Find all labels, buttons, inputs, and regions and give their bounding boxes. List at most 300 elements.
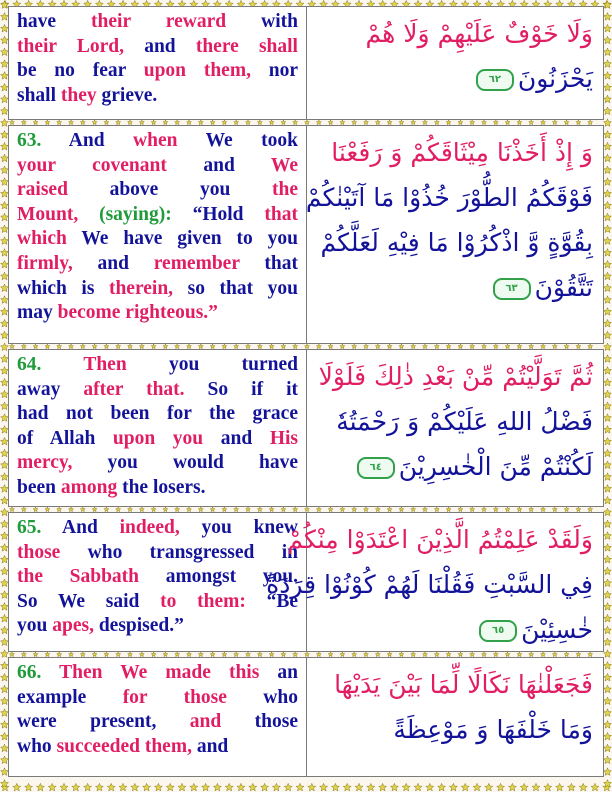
translation-line [17,353,298,378]
text-run: away [17,378,84,400]
star-ornament [92,652,97,657]
star-ornament [505,120,510,125]
star-ornament [340,120,345,125]
arabic-run: تَتَّقُوْنَ [534,273,593,302]
star-ornament [470,344,475,349]
star-ornament [604,249,612,257]
translation-line [17,10,298,35]
star-ornament [604,343,612,351]
star-ornament [154,783,162,791]
translation-line [17,590,298,615]
star-ornament [604,520,612,528]
star-ornament [604,402,612,410]
ayah-number-marker: ٦٤ [357,457,395,479]
star-ornament [414,783,422,791]
text-run: with [226,11,298,32]
star-ornament [175,344,180,349]
star-ornament [119,783,127,791]
star-ornament [604,36,612,44]
star-ornament [84,783,92,791]
star-ornament [541,507,546,512]
text-run: may [17,302,58,324]
text-run: those [17,541,61,563]
star-ornament [316,120,321,125]
star-ornament [604,697,612,705]
star-ornament [508,783,516,791]
translation-line [17,427,298,452]
star-ornament [320,783,328,791]
star-ornament [222,344,227,349]
star-ornament [128,344,133,349]
arabic-run: فَوْقَكُمُ الطُّوْرَ خُذُوْا مَا آتَيْنٰكُمْ [305,183,593,212]
star-ornament [261,783,269,791]
text-run: and [166,154,271,176]
star-ornament [187,652,192,657]
star-ornament [364,344,369,349]
star-ornament [281,344,286,349]
star-ornament [604,414,612,422]
star-ornament [175,120,180,125]
text-run: have [17,11,92,32]
star-ornament [604,72,612,80]
star-ornament [604,95,612,103]
star-ornament [379,783,387,791]
text-run: Mount, [17,203,79,225]
star-ornament [234,507,239,512]
star-ornament [225,783,233,791]
star-ornament [604,190,612,198]
star-ornament [399,344,404,349]
arabic-line [313,354,593,399]
star-ornament [104,507,109,512]
star-ornament [604,119,612,127]
star-ornament [604,496,612,504]
star-ornament [449,783,457,791]
star-ornament [541,344,546,349]
star-ornament [470,507,475,512]
star-ornament [529,507,534,512]
translation-line [17,154,298,179]
star-ornament [470,652,475,657]
star-ornament [187,507,192,512]
star-ornament [163,344,168,349]
star-ornament [33,120,38,125]
translation-line [17,203,298,228]
star-ornament [399,507,404,512]
text-run: We [270,154,298,176]
star-ornament [411,344,416,349]
star-ornament [497,783,505,791]
translation-line [17,451,298,476]
star-ornament [293,652,298,657]
arabic-text [307,658,603,776]
star-ornament [493,120,498,125]
arabic-run: خٰسِئِيْنَ [521,615,593,644]
star-ornament [296,783,304,791]
star-ornament [604,378,612,386]
star-ornament [529,652,534,657]
star-ornament [604,13,612,21]
star-ornament [25,783,33,791]
star-ornament [331,783,339,791]
star-ornament [45,507,50,512]
text-run: their Lord, [17,35,125,57]
text-run: who [226,686,298,708]
star-ornament [604,591,612,599]
star-ornament [591,783,599,791]
star-ornament [308,783,316,791]
translation-line [17,129,298,154]
text-run: you [17,615,53,637]
text-run: for those [122,686,227,708]
star-ornament [564,507,569,512]
star-ornament [269,344,274,349]
star-ornament [104,344,109,349]
star-ornament [604,544,612,552]
english-translation [9,658,307,776]
text-run: succeeded them, [56,735,192,757]
translation-line [17,565,298,590]
arabic-run: فَجَعَلْنٰهَا نَكَالًا لِّمَا بَيْنَ يَدَيْهَا [334,670,593,699]
text-run: raised [17,179,68,201]
star-ornament [60,783,68,791]
text-run: who transgressed in [60,541,298,563]
text-run: which is [17,277,109,299]
arabic-run: ثُمَّ تَوَلَّيْتُمْ مِّنْ بَعْدِ ذٰلِكَ فَلَوْلَا [318,362,593,391]
text-run: the Sabbath [17,566,140,588]
star-ornament [604,48,612,56]
star-ornament [178,783,186,791]
star-ornament [269,507,274,512]
text-run: there shall [195,35,298,57]
text-run: apes, [52,615,94,637]
star-ornament [45,652,50,657]
star-ornament [375,120,380,125]
translation-line [17,178,298,203]
star-ornament [482,344,487,349]
text-run: example [17,686,123,708]
star-ornament [281,652,286,657]
star-ornament [80,507,85,512]
star-ornament [552,344,557,349]
star-ornament [423,507,428,512]
star-ornament [604,367,612,375]
star-ornament [21,652,26,657]
star-ornament [482,652,487,657]
english-translation [9,350,307,506]
star-ornament [151,120,156,125]
star-ornament [604,662,612,670]
star-ornament [234,120,239,125]
star-ornament [434,507,439,512]
star-ornament [364,652,369,657]
star-ornament [375,507,380,512]
text-run: firmly, [17,252,73,274]
text-run: you turned [169,354,298,375]
star-ornament [604,638,612,646]
star-ornament [175,652,180,657]
star-ornament [284,783,292,791]
star-ornament [139,652,144,657]
star-ornament [604,213,612,221]
star-ornament [604,485,612,493]
star-ornament [588,507,593,512]
english-translation [9,7,307,119]
star-ornament [36,783,44,791]
arabic-line [313,265,593,310]
text-run: had not been for the grace [17,403,298,425]
arabic-run: وَلَقَدْ عَلِمْتُمُ الَّذِيْنَ اعْتَدَوْا مِنْكُمْ [287,525,593,554]
star-ornament [458,344,463,349]
verse-block-66 [8,657,604,777]
star-ornament [166,783,174,791]
star-ornament [352,507,357,512]
text-run: they [60,84,97,106]
star-ornament [163,507,168,512]
star-ornament [151,344,156,349]
star-ornament [104,652,109,657]
star-ornament [387,344,392,349]
star-ornament [387,652,392,657]
arabic-line [313,444,593,489]
star-ornament [69,507,74,512]
text-run: (saying): [78,203,172,225]
arabic-text [307,7,603,119]
star-ornament [426,783,434,791]
star-ornament [604,673,612,681]
star-ornament [198,507,203,512]
star-ornament [576,507,581,512]
star-ornament [604,473,612,481]
text-run: amongst you. [139,566,298,588]
star-ornament [604,201,612,209]
star-ornament [604,732,612,740]
text-run: were present, [17,711,190,733]
star-ornament [340,507,345,512]
ayah-number-marker: ٦٢ [476,69,514,91]
star-ornament [446,344,451,349]
arabic-run: وَلَا خَوْفٌ عَلَيْهِمْ وَلَا هُمْ [365,19,593,48]
text-run: an [259,662,298,683]
star-ornament [139,120,144,125]
star-ornament [485,783,493,791]
star-ornament [564,344,569,349]
star-ornament [352,120,357,125]
star-ornament [411,507,416,512]
text-run: upon you [112,427,204,449]
text-run: which [17,228,67,250]
star-ornament [57,344,62,349]
star-ornament [249,783,257,791]
star-ornament [604,319,612,327]
star-ornament [246,652,251,657]
star-ornament [45,344,50,349]
text-run: despised.” [93,615,184,637]
star-ornament [604,532,612,540]
star-ornament [352,652,357,657]
star-ornament [175,507,180,512]
translation-line [17,35,298,60]
translation-line [17,735,298,760]
star-ornament [604,650,612,658]
text-run: upon them, [143,60,251,82]
text-run: those [221,711,298,733]
text-run: be no fear [17,60,144,82]
star-ornament [316,344,321,349]
star-ornament [10,120,15,125]
star-ornament [257,344,262,349]
star-ornament [131,783,139,791]
star-ornament [423,120,428,125]
star-ornament [604,744,612,752]
star-ornament [458,652,463,657]
star-ornament [10,344,15,349]
translation-line [17,227,298,252]
star-ornament [269,652,274,657]
star-ornament [604,331,612,339]
text-run: so that you [173,277,298,299]
star-ornament [505,652,510,657]
star-ornament [198,120,203,125]
star-ornament [367,783,375,791]
star-ornament [80,652,85,657]
star-ornament [438,783,446,791]
star-ornament [402,783,410,791]
translation-line [17,402,298,427]
star-ornament [57,652,62,657]
star-ornament [316,507,321,512]
star-ornament [604,721,612,729]
star-ornament [541,652,546,657]
star-ornament [529,344,534,349]
star-ornament [604,296,612,304]
arabic-line [313,662,593,707]
star-ornament [604,768,612,776]
star-ornament [604,461,612,469]
star-ornament [151,652,156,657]
star-ornament [190,783,198,791]
arabic-run: يَحْزَنُونَ [517,64,593,93]
star-ornament [493,652,498,657]
translation-line [17,686,298,711]
translation-line [17,84,298,109]
arabic-run: لَكُنْتُمْ مِّنَ الْخٰسِرِيْنَ [398,452,593,481]
star-ornament [446,120,451,125]
star-ornament [210,652,215,657]
star-ornament [375,344,380,349]
text-run: mercy, [17,452,73,474]
star-ornament [493,344,498,349]
star-ornament [461,783,469,791]
star-ornament [604,131,612,139]
star-ornament [316,652,321,657]
text-run: become righteous.” [57,302,218,324]
star-ornament [604,709,612,717]
star-ornament [21,120,26,125]
text-run: His [269,427,298,449]
star-ornament [532,783,540,791]
text-run: and [189,711,222,733]
text-run: and [72,252,154,274]
text-run: when [133,130,178,151]
translation-line [17,476,298,501]
star-ornament [604,107,612,115]
translation-line [17,661,298,686]
star-ornament [33,652,38,657]
star-ornament [293,120,298,125]
star-ornament [399,652,404,657]
translation-line [17,541,298,566]
star-ornament [69,652,74,657]
star-ornament [604,555,612,563]
star-ornament [293,344,298,349]
verse-block-64 [8,349,604,507]
star-ornament [234,652,239,657]
text-run: that [239,252,298,274]
star-ornament [470,120,475,125]
star-ornament [21,507,26,512]
star-ornament [604,272,612,280]
star-ornament [564,652,569,657]
text-run: nor [250,60,299,82]
star-ornament [222,120,227,125]
star-ornament [13,783,21,791]
text-run: and [191,735,229,757]
star-ornament [604,154,612,162]
star-ornament [604,166,612,174]
star-ornament [128,120,133,125]
star-ornament [80,344,85,349]
star-ornament [246,507,251,512]
star-ornament [107,783,115,791]
star-ornament [80,120,85,125]
star-ornament [222,507,227,512]
arabic-run: فَضْلُ اللهِ عَلَيْكُمْ وَ رَحْمَتُهٗ [336,407,593,436]
star-ornament [423,344,428,349]
star-ornament [579,783,587,791]
star-ornament [517,120,522,125]
star-ornament [399,120,404,125]
arabic-run: فِي السَّبْتِ فَقُلْنَا لَهُمْ كُوْنُوْا قِرَدَةً [266,570,593,599]
star-ornament [375,652,380,657]
star-ornament [328,120,333,125]
star-ornament [604,614,612,622]
text-run: 64. [17,354,42,375]
ayah-number-marker: ٦٣ [493,278,531,300]
star-ornament [604,142,612,150]
star-ornament [163,120,168,125]
arabic-text [307,350,603,506]
star-ornament [104,120,109,125]
star-ornament [604,603,612,611]
star-ornament [69,120,74,125]
star-ornament [564,120,569,125]
translation-line [17,710,298,735]
arabic-line [287,517,593,562]
star-ornament [116,652,121,657]
text-run: to them: [160,590,246,612]
star-ornament [305,507,310,512]
star-ornament [116,507,121,512]
star-ornament [57,507,62,512]
arabic-run: وَمَا خَلْفَهَا وَ مَوْعِظَةً [393,715,593,744]
star-ornament [187,120,192,125]
star-ornament [33,507,38,512]
star-ornament [446,652,451,657]
star-ornament [21,344,26,349]
star-ornament [72,783,80,791]
text-run: their reward [91,11,227,32]
